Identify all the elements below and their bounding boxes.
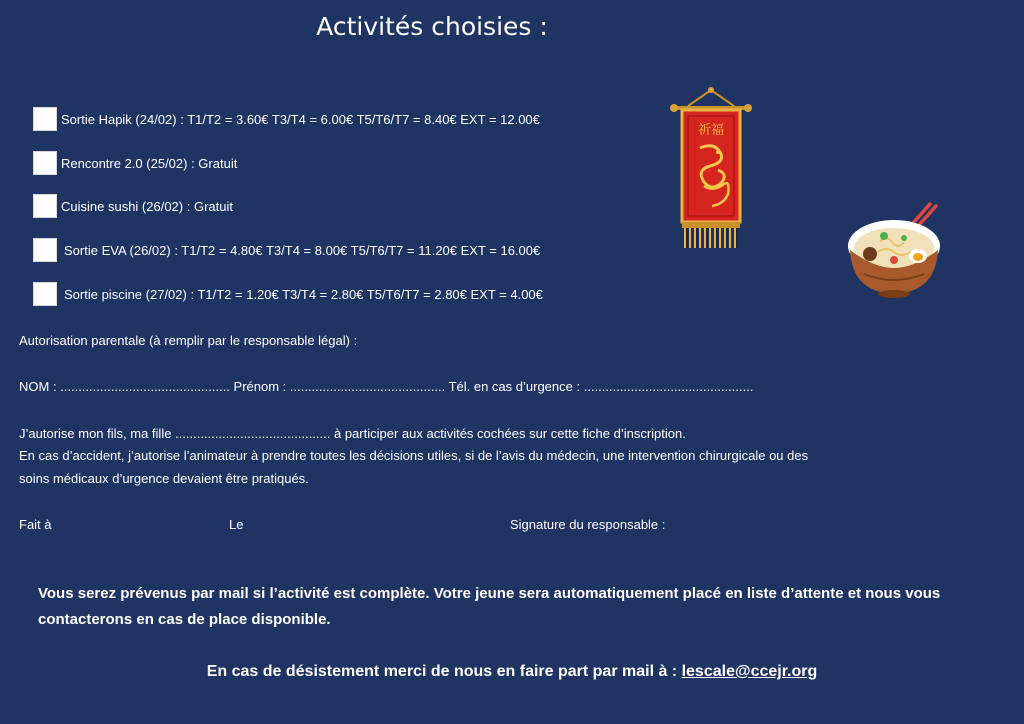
activity-label: Cuisine sushi (26/02) : Gratuit (61, 198, 233, 214)
activity-checkbox[interactable] (33, 151, 57, 175)
activity-item-eva[interactable] (33, 237, 540, 263)
activity-label: Sortie Hapik (24/02) : T1/T2 = 3.60€ T3/T4 = 6.00€ T5/T6/T7 = 8.40€ EXT = 12.00€ (61, 111, 540, 127)
contact-fields-line[interactable]: NOM : ............................................... Prénom : ........................................... Tél. en cas d’urgence : ............................................... (19, 379, 754, 394)
notice-line-2: contacterons en cas de place disponible. (38, 611, 331, 628)
activity-item-hapik[interactable] (33, 106, 540, 132)
notice-line-1: Vous serez prévenus par mail si l’activité est complète. Votre jeune sera automatiquement placé en liste d’attente et nous vous (38, 585, 941, 602)
authorization-line-2: En cas d’accident, j’autorise l’animateur à prendre toutes les décisions utiles, si de l’avis du médecin, une intervention chirurgicale ou des (19, 448, 809, 463)
activity-item-piscine[interactable] (33, 281, 543, 307)
footer-line (0, 663, 1024, 681)
activity-checkbox[interactable] (33, 238, 57, 262)
footer-text: En cas de désistement merci de nous en faire part par mail à : (206, 663, 678, 680)
authorization-line-1: J’autorise mon fils, ma fille ........................................... à participer aux activités cochées sur cette fiche d’inscription. (19, 426, 686, 441)
activity-checkbox[interactable] (33, 282, 57, 306)
activity-label: Sortie EVA (26/02) : T1/T2 = 4.80€ T3/T4 = 8.00€ T5/T6/T7 = 11.20€ EXT = 16.00€ (64, 242, 541, 258)
authorization-line-3: soins médicaux d’urgence devaient être pratiqués. (19, 471, 309, 486)
banner-characters: 祈福 (697, 123, 725, 138)
fait-a-label: Fait à (19, 517, 52, 532)
chinese-dragon-banner-icon (670, 86, 752, 252)
email-link[interactable]: lescale@ccejr.org (681, 663, 818, 680)
page-title: Activités choisies : (316, 12, 548, 41)
activity-label: Sortie piscine (27/02) : T1/T2 = 1.20€ T3/T4 = 2.80€ T5/T6/T7 = 2.80€ EXT = 4.00€ (64, 286, 543, 302)
ramen-bowl-icon (844, 202, 944, 300)
activity-label: Rencontre 2.0 (25/02) : Gratuit (61, 155, 238, 171)
activity-item-cuisine-sushi[interactable] (33, 193, 233, 219)
signature-label: Signature du responsable : (510, 517, 666, 532)
authorization-heading: Autorisation parentale (à remplir par le responsable légal) : (19, 333, 358, 348)
activity-item-rencontre[interactable] (33, 150, 237, 176)
activity-checkbox[interactable] (33, 194, 57, 218)
activity-checkbox[interactable] (33, 107, 57, 131)
date-label: Le (229, 517, 244, 532)
